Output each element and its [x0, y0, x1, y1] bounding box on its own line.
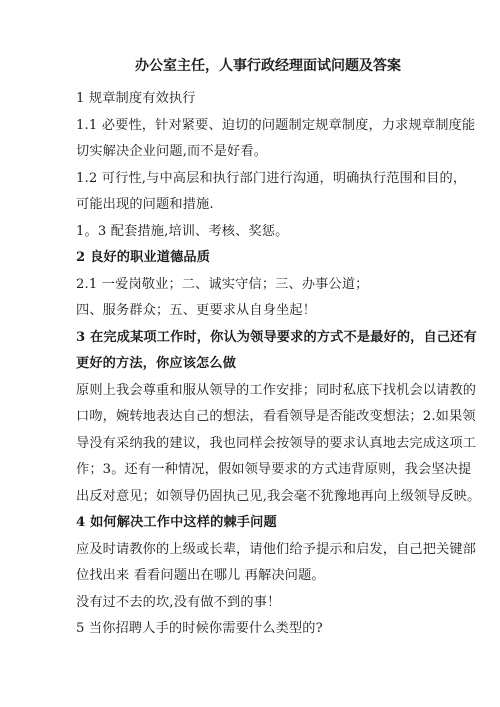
text-line: 四、服务群众；五、更要求从自身坐起！ — [76, 303, 317, 318]
section-heading-line: 4 如何解决工作中这样的棘手问题 — [76, 515, 277, 530]
text-line: 可能出现的问题和措施. — [76, 197, 214, 212]
text-line: 导没有采纳我的建议，我也同样会按领导的要求认真地去完成这项工 — [76, 435, 477, 451]
text-line: 2.1 一爱岗敬业；二、诚实守信；三、办事公道； — [76, 276, 369, 292]
text-line: 作；3。还有一种情况，假如领导要求的方式违背原则，我会坚决提 — [76, 462, 472, 477]
text-line: 5 当你招聘人手的时候你需要什么类型的? — [76, 621, 323, 636]
text-line: 口吻，婉转地表达自己的想法，看看领导是否能改变想法；2.如果领 — [76, 409, 476, 424]
section-heading-line: 更好的方法，你应该怎么做 — [76, 356, 237, 371]
document-body — [76, 86, 481, 643]
text-line: 没有过不去的坎,没有做不到的事！ — [76, 594, 281, 610]
text-line: 应及时请教你的上级或长辈，请他们给予提示和启发，自己把关键部 — [76, 541, 477, 557]
text-line: 1 规章制度有效执行 — [76, 91, 196, 106]
text-line: 原则上我会尊重和服从领导的工作安排；同时私底下找机会以请教的 — [76, 382, 477, 398]
text-line: 位找出来 看看问题出在哪儿 再解决问题。 — [76, 568, 325, 583]
text-line: 1.2 可行性,与中高层和执行部门进行沟通，明确执行范围和目的， — [76, 170, 467, 186]
text-line: 1.1 必要性，针对紧要、迫切的问题制定规章制度，力求规章制度能 — [76, 117, 476, 133]
text-line: 1。3 配套措施,培训、考核、奖惩。 — [76, 223, 289, 239]
document-title: 办公室主任，人事行政经理面试问题及答案 — [135, 58, 401, 74]
section-heading-line: 3 在完成某项工作时，你认为领导要求的方式不是最好的，自己还有 — [76, 329, 477, 345]
text-line: 切实解决企业问题,而不是好看。 — [76, 144, 268, 159]
text-line: 出反对意见；如领导仍固执己见,我会毫不犹豫地再向上级领导反映。 — [76, 488, 481, 504]
section-heading-line: 2 良好的职业道德品质 — [76, 250, 211, 265]
